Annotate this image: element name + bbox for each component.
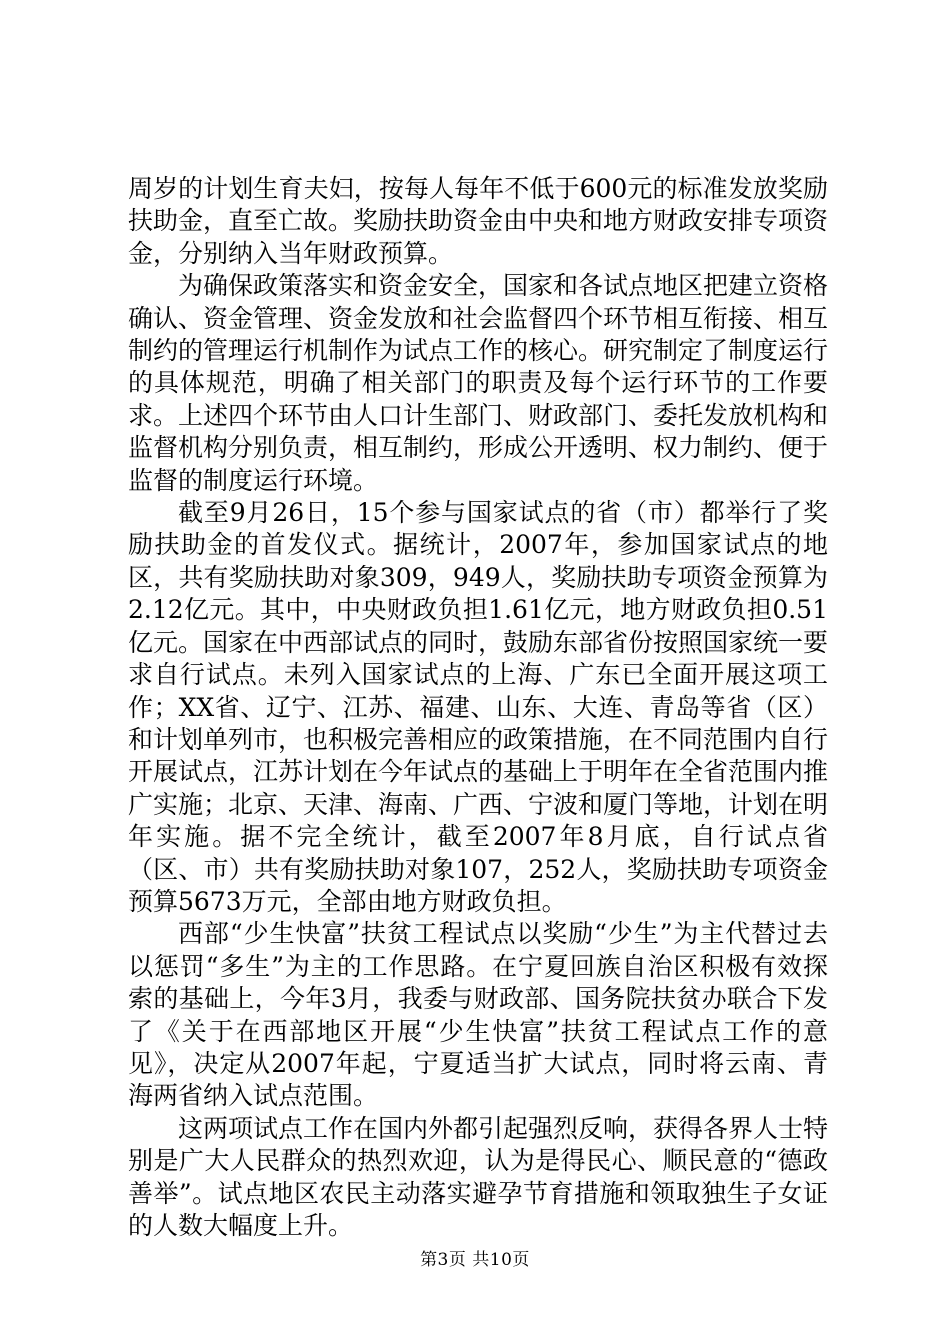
page-number-footer: 第3页 共10页 bbox=[420, 1250, 530, 1270]
document-body bbox=[128, 173, 828, 1242]
paragraph-continuation: 周岁的计划生育夫妇，按每人每年不低于600元的标准发放奖励扶助金，直至亡故。奖励扶助资金由中央和地方财政安排专项资金，分别纳入当年财政预算。 bbox=[128, 174, 829, 268]
paragraph-response: 这两项试点工作在国内外都引起强烈反响，获得各界人士特别是广大人民群众的热烈欢迎，认为是得民心、顺民意的“德政善举”。试点地区农民主动落实避孕节育措施和领取独生子女证的人数大幅度上升。 bbox=[128, 1113, 829, 1240]
paragraph-management-mechanism: 为确保政策落实和资金安全，国家和各试点地区把建立资格确认、资金管理、资金发放和社会监督四个环节相互衔接、相互制约的管理运行机制作为试点工作的核心。研究制定了制度运行的具体规范，明确了相关部门的职责及每个运行环节的工作要求。上述四个环节由人口计生部门、财政部门、委托发放机构和监督机构分别负责，相互制约，形成公开透明、权力制约、便于监督的制度运行环境。 bbox=[128, 271, 829, 495]
paragraph-western-project: 西部“少生快富”扶贫工程试点以奖励“少生”为主代替过去以惩罚“多生”为主的工作思路。在宁夏回族自治区积极有效探索的基础上，今年3月，我委与财政部、国务院扶贫办联合下发了《关于在西部地区开展“少生快富”扶贫工程试点工作的意见》，决定从2007年起，宁夏适当扩大试点，同时将云南、青海两省纳入试点范围。 bbox=[128, 919, 828, 1111]
paragraph-statistics: 截至9月26日，15个参与国家试点的省（市）都举行了奖励扶助金的首发仪式。据统计，2007年，参加国家试点的地区，共有奖励扶助对象309，949人，奖励扶助专项资金预算为2.12亿元。其中，中央财政负担1.61亿元，地方财政负担0.51亿元。国家在中西部试点的同时，鼓励东部省份按照国家统一要求自行试点。未列入国家试点的上海、广东已全面开展这项工作；XX省、辽宁、江苏、福建、山东、大连、青岛等省（区）和计划单列市，也积极完善相应的政策措施，在不同范围内自行开展试点，江苏计划在今年试点的基础上于明年在全省范围内推广实施；北京、天津、海南、广西、宁波和厦门等地，计划在明年实施。据不完全统计，截至2007年8月底，自行试点省（区、市）共有奖励扶助对象107，252人，奖励扶助专项资金预算5673万元，全部由地方财政负担。 bbox=[128, 498, 829, 916]
